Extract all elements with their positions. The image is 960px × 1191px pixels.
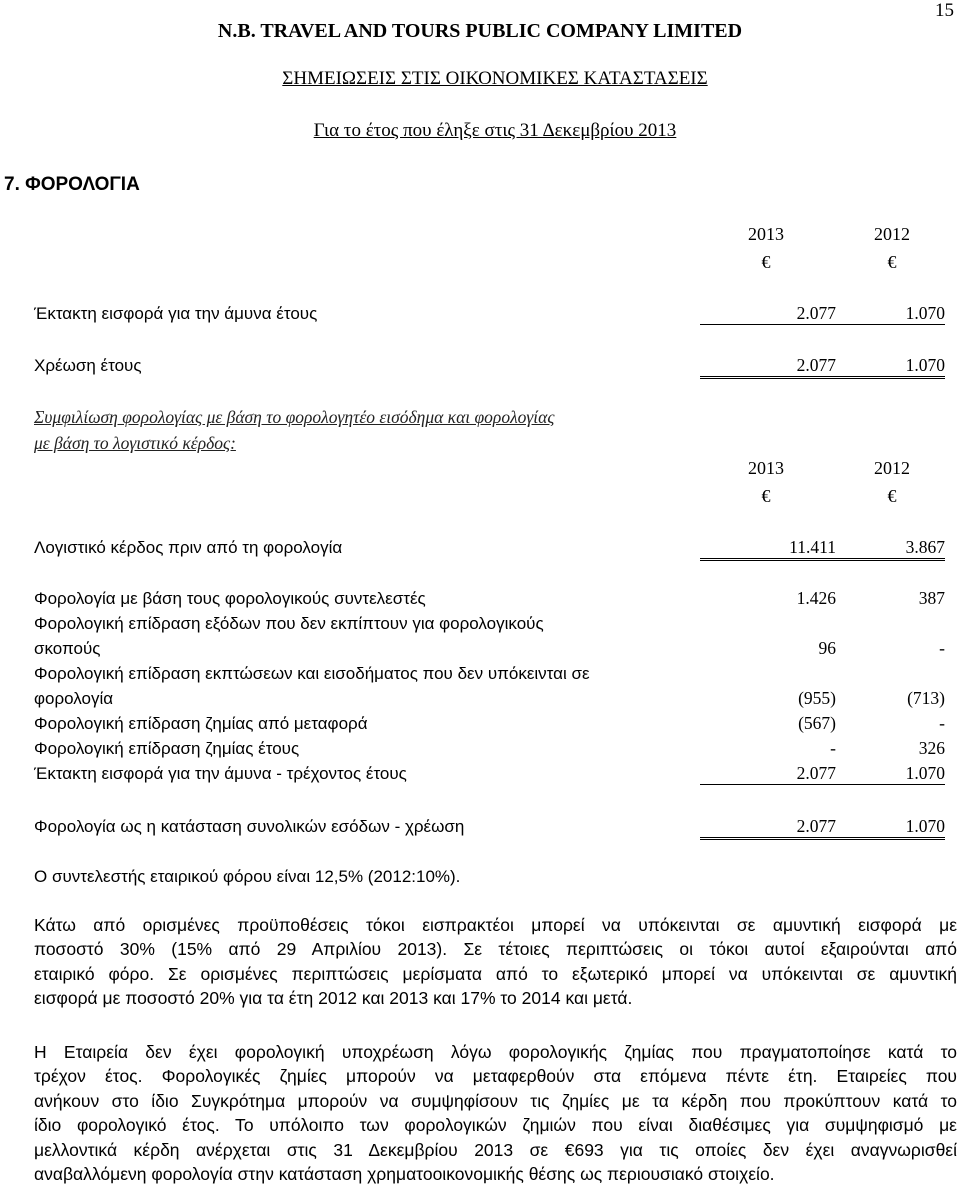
recon-row-2013: (567) — [798, 713, 836, 733]
recon-row-label-cont: σκοπούς — [34, 639, 101, 658]
paragraph-line: αναβαλλόμενη φορολογία στην κατάσταση χρηματοοικονομικής θέσης ως περιουσιακό στοιχείο. — [34, 1164, 775, 1185]
year-header-2012: 2012 — [874, 224, 910, 244]
paragraph-line: εταιρικό φόρο. Σε ορισμένες περιπτώσεις μερίσματα από το εξωτερικό μπορεί να υπόκεινται σε αμυντική — [34, 963, 957, 984]
recon-row-label-cont: φορολογία — [34, 689, 114, 708]
year-charge-label: Χρέωση έτους — [34, 356, 142, 375]
notes-title: ΣΗΜΕΙΩΣΕΙΣ ΣΤΙΣ ΟΙΚΟΝΟΜΙΚΕΣ ΚΑΤΑΣΤΑΣΕΙΣ — [282, 68, 708, 89]
paragraph-line: ίδιο φορολογικό έτος. Το υπόλοιπο των φορολογικών ζημιών που είναι διαθέσιμες για συμψηφισμό με — [34, 1115, 957, 1136]
year-charge-2013: 2.077 — [700, 355, 836, 379]
company-name: N.B. TRAVEL AND TOURS PUBLIC COMPANY LIMITED — [217, 20, 743, 42]
paragraph-line: ανήκουν στο ίδιο Συγκρότημα μπορούν να συμψηφίσουν τις ζημίες με τα κέρδη που προκύπτουν κατά το — [34, 1090, 957, 1111]
currency-header-2013: € — [761, 252, 771, 272]
recon-row-2013: (955) — [798, 688, 836, 708]
recon-row-2012: - — [939, 713, 945, 733]
year-header-2012-b: 2012 — [874, 458, 910, 478]
tax-losses-paragraph — [34, 1040, 957, 1186]
paragraph-line: Η Εταιρεία δεν έχει φορολογική υποχρέωση λόγω φορολογικής ζημίας που πραγματοποίησε κατά το — [34, 1042, 957, 1062]
profit-before-tax-label: Λογιστικό κέρδος πριν από τη φορολογία — [34, 538, 343, 557]
paragraph-line: ποσοστό 30% (15% από 29 Απριλίου 2013). Σε τέτοιες περιπτώσεις οι τόκοι αυτοί εξαιρούνται από — [34, 939, 957, 960]
year-header-2013-b: 2013 — [748, 458, 784, 478]
recon-row-2013: 96 — [818, 638, 836, 658]
period-subtitle: Για το έτος που έληξε στις 31 Δεκεμβρίου 2013 — [313, 120, 677, 141]
recon-row-2012: - — [939, 638, 945, 658]
total-tax-2013: 2.077 — [700, 816, 836, 840]
recon-row-label: Φορολογική επίδραση εξόδων που δεν εκπίπτουν για φορολογικούς — [34, 614, 544, 633]
recon-row-label: Φορολογική επίδραση ζημίας από μεταφορά — [34, 714, 368, 733]
recon-row-label: Έκτακτη εισφορά για την άμυνα - τρέχοντος έτους — [34, 764, 407, 783]
recon-row-2013: 2.077 — [700, 763, 836, 785]
profit-before-tax-2012: 3.867 — [836, 537, 945, 561]
defence-levy-2012: 1.070 — [836, 303, 945, 325]
recon-row-2012: 326 — [918, 738, 945, 758]
total-tax-label: Φορολογία ως η κατάσταση συνολικών εσόδων - χρέωση — [34, 817, 465, 836]
paragraph-line: Κάτω από ορισμένες προϋποθέσεις τόκοι εισπρακτέοι μπορεί να υπόκεινται σε αμυντική εισφορά με — [34, 915, 957, 935]
recon-row-label: Φορολογική επίδραση εκπτώσεων και εισοδήματος που δεν υπόκεινται σε — [34, 664, 590, 683]
recon-row-label: Φορολογική επίδραση ζημίας έτους — [34, 739, 300, 758]
paragraph-line: μελλοντικά κέρδη ανέρχεται στις 31 Δεκεμβρίου 2013 σε €693 για τις οποίες δεν έχει αναγνωρισθεί — [34, 1139, 957, 1160]
recon-row-2012: 387 — [918, 588, 945, 608]
paragraph-line: τρέχον έτος. Φορολογικές ζημίες μπορούν να μεταφερθούν στα επόμενα πέντε έτη. Εταιρείες που — [34, 1066, 957, 1087]
reconciliation-heading-line2: με βάση το λογιστικό κέρδος: — [34, 433, 236, 453]
recon-row-2013: 1.426 — [796, 588, 836, 608]
defence-levy-2013: 2.077 — [700, 303, 836, 325]
paragraph-line: εισφορά με ποσοστό 20% για τα έτη 2012 και 2013 και 17% το 2014 και μετά. — [34, 988, 633, 1009]
currency-header-2012-b: € — [887, 486, 897, 506]
year-header-2013: 2013 — [748, 224, 784, 244]
defence-levy-label: Έκτακτη εισφορά για την άμυνα έτους — [34, 304, 318, 323]
profit-before-tax-2013: 11.411 — [700, 537, 836, 561]
corporate-tax-rate-note: Ο συντελεστής εταιρικού φόρου είναι 12,5% (2012:10%). — [34, 867, 461, 886]
reconciliation-heading-line1: Συμφιλίωση φορολογίας με βάση το φορολογητέο εισόδημα και φορολογίας — [34, 407, 555, 427]
recon-row-label: Φορολογία με βάση τους φορολογικούς συντελεστές — [34, 589, 426, 608]
currency-header-2013-b: € — [761, 486, 771, 506]
recon-row-2012: 1.070 — [836, 763, 945, 785]
page-number: 15 — [935, 0, 954, 21]
recon-row-2012: (713) — [907, 688, 945, 708]
section-title: 7. ΦΟΡΟΛΟΓΙΑ — [4, 174, 140, 195]
currency-header-2012: € — [887, 252, 897, 272]
year-charge-2012: 1.070 — [836, 355, 945, 379]
total-tax-2012: 1.070 — [836, 816, 945, 840]
defence-levy-paragraph — [34, 913, 957, 1011]
recon-row-2013: - — [830, 738, 836, 758]
